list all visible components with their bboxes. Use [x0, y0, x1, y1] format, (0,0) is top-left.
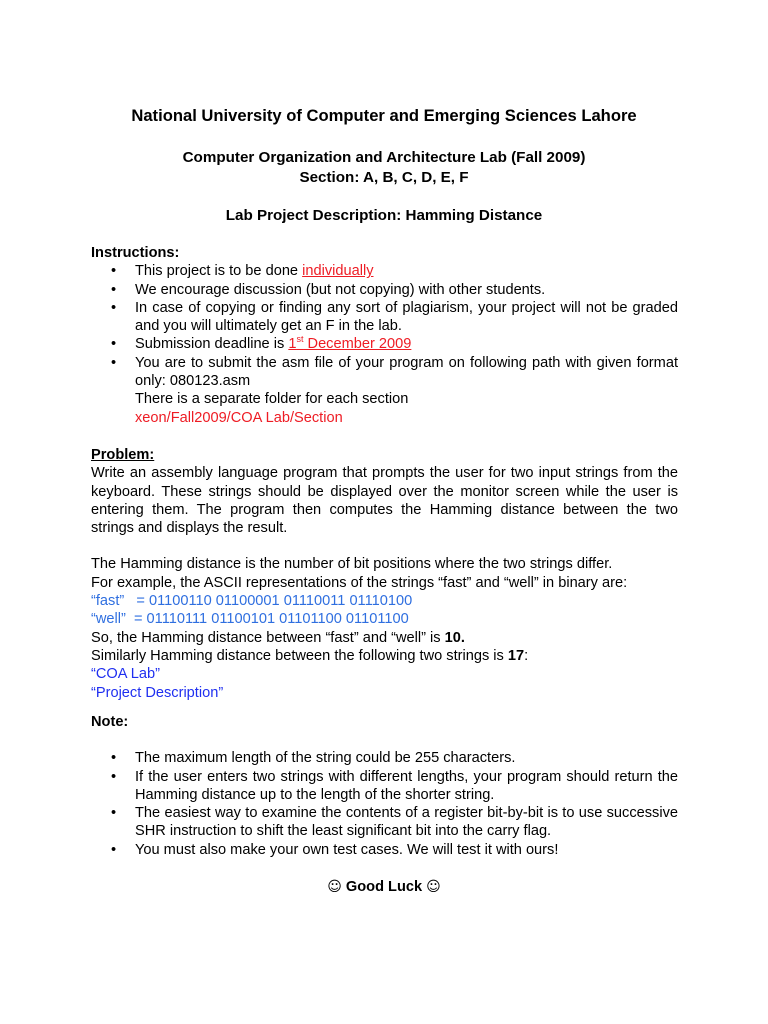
instructions-section [91, 244, 678, 427]
second-example-colon: : [524, 647, 529, 664]
example-intro: For example, the ASCII representations of the strings “fast” and “well” in binary are: [91, 574, 628, 591]
list-item [91, 354, 678, 427]
result-text: So, the Hamming distance between “fast” and “well” is [91, 629, 445, 646]
list-item: • In case of copying or finding any sort of plagiarism, your project will not be graded and you will ultimately get an F in the lab. [91, 299, 678, 336]
fast-bits: = 01100110 01100001 01110011 01110100 [124, 593, 413, 610]
smiley-icon: ☺ [327, 879, 342, 895]
deadline-date [288, 336, 411, 352]
second-example-text: Similarly Hamming distance between the following two strings is [91, 647, 508, 664]
fast-binary [91, 592, 678, 610]
instructions-list [91, 262, 678, 427]
well-binary [91, 610, 678, 628]
example-string-2: “Project Description” [91, 684, 224, 701]
problem-paragraph: Write an assembly language program that prompts the user for two input strings from the keyboard. These strings should be displayed over the monitor screen while the user is entering them. The program then computes the Hamming distance between the two strings and displays the result. [91, 465, 678, 537]
list-item: • You must also make your own test cases. We will test it with ours! [91, 841, 678, 859]
bullet-text: This project is to be done [135, 263, 303, 280]
example-result [91, 629, 678, 647]
result-value: 10. [444, 629, 465, 646]
problem-heading: Problem: [91, 447, 155, 463]
note-section [91, 713, 678, 859]
second-example-value: 17 [507, 647, 525, 664]
submit-instruction: • You are to submit the asm file of your program on following path with given format only: 080123.asm [135, 354, 678, 390]
note-heading: Note: [91, 714, 129, 730]
hamming-definition: The Hamming distance is the number of bit positions where the two strings differ. [91, 556, 613, 573]
bullet-text: Submission deadline is [135, 336, 289, 353]
list-item [91, 335, 678, 353]
deadline-day-suffix: st [296, 334, 304, 345]
section-line: Section: A, B, C, D, E, F [299, 169, 469, 186]
problem-section [91, 446, 678, 702]
well-label: “well” [91, 611, 126, 628]
deadline-month: December 2009 [303, 336, 412, 353]
folder-note: There is a separate folder for each section [135, 391, 409, 408]
well-bits: = 01110111 01100101 01101100 01101100 [125, 611, 409, 628]
list-item: • The easiest way to examine the contents of a register bit-by-bit is to use successive SHR instruction to shift the least significant bit into the carry flag. [91, 804, 678, 841]
individually-emphasis: individually [302, 263, 374, 280]
fast-label: “fast” [91, 593, 125, 610]
note-list [91, 749, 678, 859]
university-title: National University of Computer and Emerging Sciences Lahore [131, 106, 637, 125]
second-example [91, 647, 678, 665]
good-luck-footer [0, 878, 768, 896]
submission-path: xeon/Fall2009/COA Lab/Section [135, 409, 343, 426]
example-string-1: “COA Lab” [91, 666, 160, 683]
list-item: • We encourage discussion (but not copying) with other students. [91, 281, 678, 299]
project-title: Lab Project Description: Hamming Distance [225, 207, 543, 224]
list-item: • The maximum length of the string could be 255 characters. [91, 749, 678, 767]
course-title: Computer Organization and Architecture Lab (Fall 2009) [182, 149, 586, 166]
instructions-heading: Instructions: [91, 245, 180, 261]
list-item: • If the user enters two strings with different lengths, your program should return the Hamming distance up to the length of the shorter string. [91, 768, 678, 805]
good-luck-text: Good Luck [341, 879, 427, 895]
list-item [91, 262, 678, 280]
smiley-icon: ☺ [426, 879, 441, 895]
deadline-day: 1 [288, 336, 297, 353]
